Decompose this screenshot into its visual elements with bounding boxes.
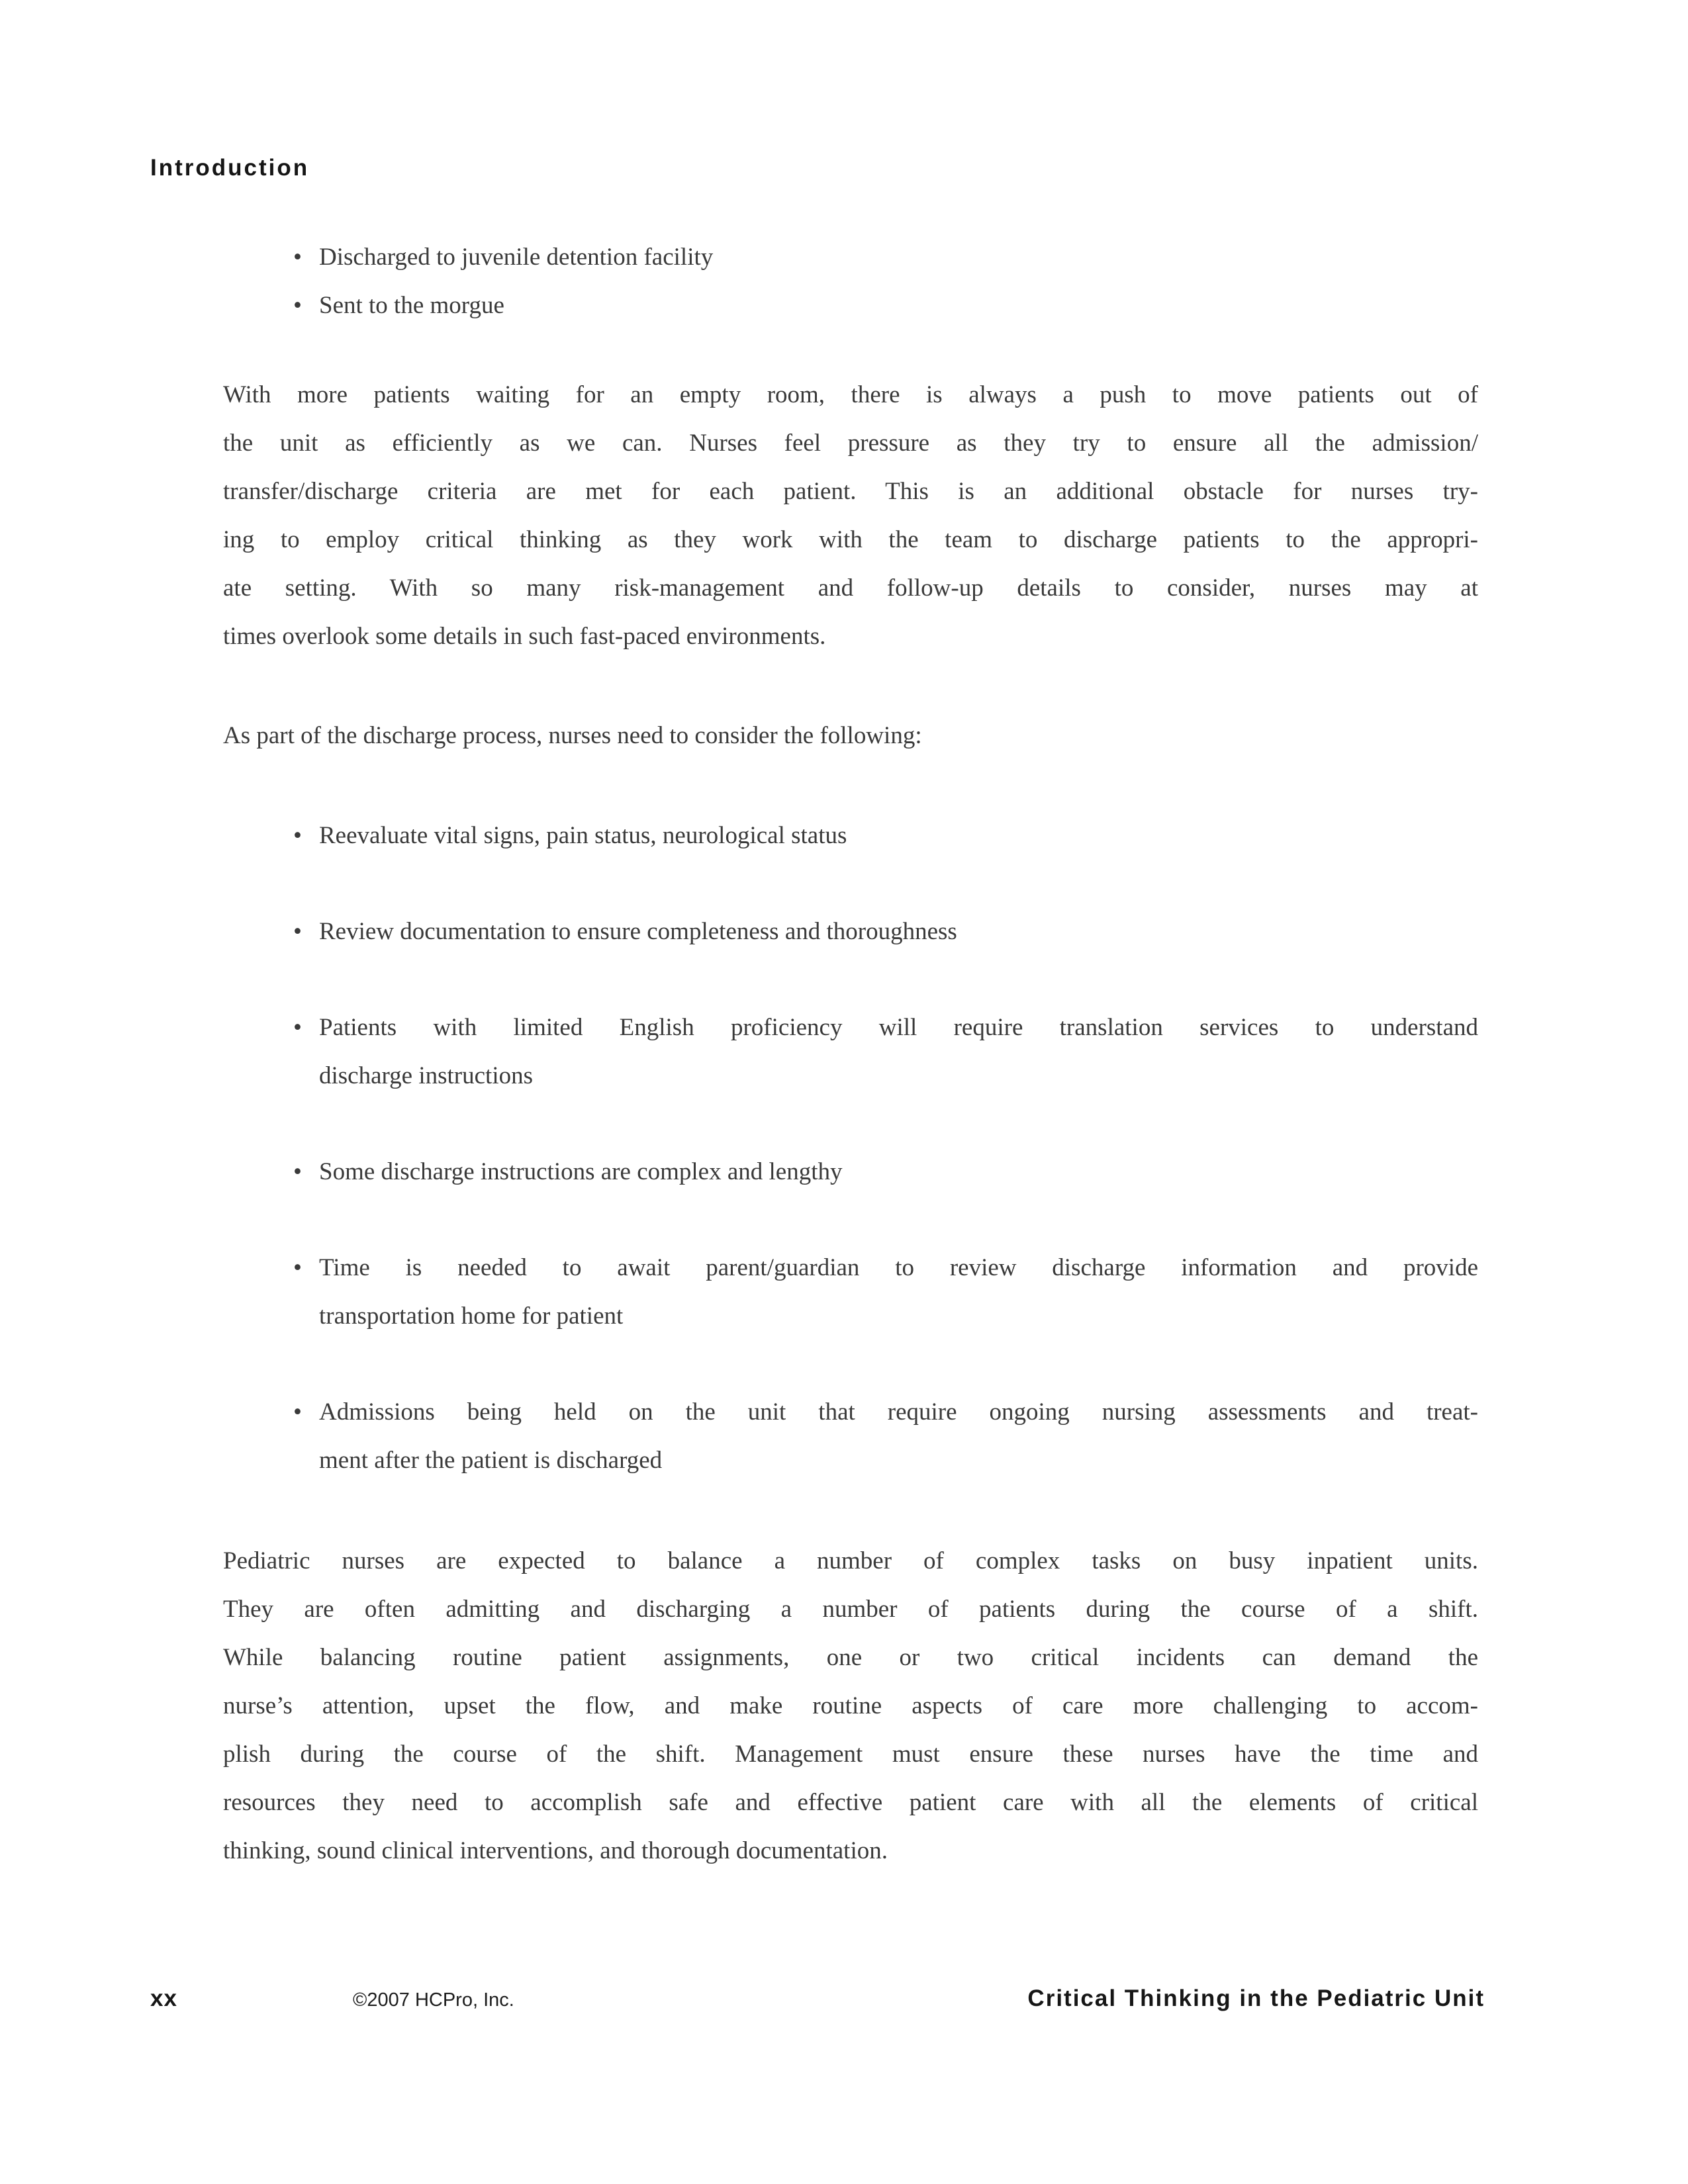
top-bullet-list bbox=[293, 233, 1478, 330]
bullet-text: Discharged to juvenile detention facility bbox=[319, 244, 714, 271]
text-line: Admissions being held on the unit that require ongoing nursing assessments and treat- bbox=[319, 1398, 1478, 1426]
list-item bbox=[293, 1244, 1478, 1340]
list-item bbox=[293, 811, 1478, 860]
discharge-bullet-list bbox=[293, 811, 1478, 1532]
bullet-text bbox=[319, 907, 1478, 956]
text-line: thinking, sound clinical interventions, and thorough documentation. bbox=[223, 1837, 888, 1864]
text-line: ment after the patient is discharged bbox=[319, 1447, 663, 1474]
bullet-icon: • bbox=[293, 1398, 302, 1426]
text-line: ing to employ critical thinking as they work with the team to discharge patients to the appropri- bbox=[223, 526, 1478, 553]
text-line: Patients with limited English proficiency will require translation services to understand bbox=[319, 1014, 1478, 1041]
text-line: Some discharge instructions are complex and lengthy bbox=[319, 1158, 843, 1185]
text-line: times overlook some details in such fast-paced environments. bbox=[223, 623, 826, 650]
page-number: xx bbox=[150, 1985, 177, 2011]
bullet-icon: • bbox=[293, 292, 302, 319]
bullet-icon: • bbox=[293, 1158, 302, 1185]
list-item bbox=[293, 233, 1478, 281]
copyright-notice: ©2007 HCPro, Inc. bbox=[353, 1989, 514, 2011]
text-line: With more patients waiting for an empty room, there is always a push to move patients out of bbox=[223, 381, 1478, 408]
paragraph bbox=[223, 371, 1478, 660]
bullet-icon: • bbox=[293, 1014, 302, 1041]
text-line: discharge instructions bbox=[319, 1062, 534, 1089]
text-line: Reevaluate vital signs, pain status, neurological status bbox=[319, 822, 847, 849]
text-line: resources they need to accomplish safe and effective patient care with all the elements of critical bbox=[223, 1789, 1478, 1816]
list-item bbox=[293, 1388, 1478, 1484]
text-line: They are often admitting and discharging a number of patients during the course of a shift. bbox=[223, 1596, 1478, 1623]
text-line: As part of the discharge process, nurses need to consider the following: bbox=[223, 722, 922, 749]
bullet-text bbox=[319, 1244, 1478, 1340]
bullet-text bbox=[319, 811, 1478, 860]
bullet-text: Sent to the morgue bbox=[319, 292, 504, 319]
bullet-text bbox=[319, 1003, 1478, 1100]
list-item bbox=[293, 1003, 1478, 1100]
text-line: the unit as efficiently as we can. Nurses feel pressure as they try to ensure all the admission/ bbox=[223, 430, 1478, 457]
bullet-icon: • bbox=[293, 822, 302, 849]
list-item bbox=[293, 907, 1478, 956]
bullet-icon: • bbox=[293, 1254, 302, 1281]
text-line: While balancing routine patient assignments, one or two critical incidents can demand the bbox=[223, 1644, 1478, 1671]
paragraph bbox=[223, 711, 1478, 760]
text-line: ate setting. With so many risk-management and follow-up details to consider, nurses may at bbox=[223, 574, 1478, 602]
text-line: Pediatric nurses are expected to balance a number of complex tasks on busy inpatient units. bbox=[223, 1547, 1478, 1574]
text-line: Time is needed to await parent/guardian to review discharge information and provide bbox=[319, 1254, 1478, 1281]
bullet-icon: • bbox=[293, 918, 302, 945]
text-line: nurse’s attention, upset the flow, and make routine aspects of care more challenging to accom- bbox=[223, 1692, 1478, 1719]
list-item bbox=[293, 1148, 1478, 1196]
text-line: transportation home for patient bbox=[319, 1302, 624, 1330]
paragraph bbox=[223, 1537, 1478, 1875]
bullet-icon: • bbox=[293, 244, 302, 271]
text-line: transfer/discharge criteria are met for each patient. This is an additional obstacle for nurses try- bbox=[223, 478, 1478, 505]
text-line: Review documentation to ensure completeness and thoroughness bbox=[319, 918, 957, 945]
text-line: plish during the course of the shift. Management must ensure these nurses have the time and bbox=[223, 1741, 1478, 1768]
bullet-text bbox=[319, 1148, 1478, 1196]
section-heading: Introduction bbox=[150, 155, 310, 181]
book-title: Critical Thinking in the Pediatric Unit bbox=[1027, 1985, 1485, 2011]
list-item bbox=[293, 281, 1478, 330]
bullet-text bbox=[319, 1388, 1478, 1484]
